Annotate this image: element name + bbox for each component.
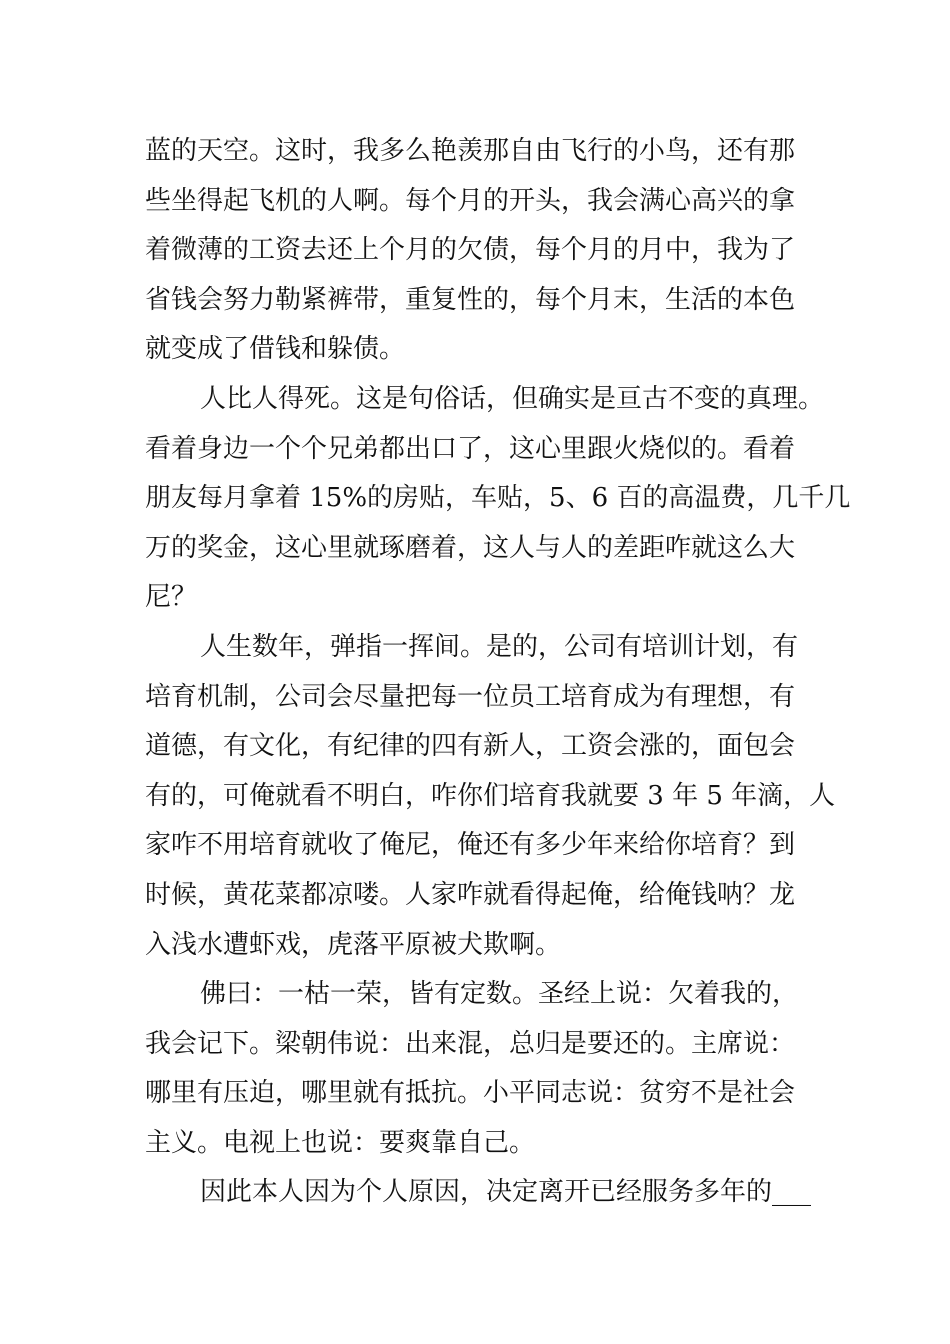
text-line: 培育机制，公司会尽量把每一位员工培育成为有理想，有 [145, 681, 796, 712]
text-line: 时候，黄花菜都凉喽。人家咋就看得起俺，给俺钱呐？龙 [145, 879, 796, 910]
text-line: 我会记下。梁朝伟说：出来混，总归是要还的。主席说： [145, 1028, 796, 1059]
text-line: 入浅水遭虾戏，虎落平原被犬欺啊。 [145, 929, 562, 960]
document-body [145, 127, 851, 1218]
text-line: 人生数年，弹指一挥间。是的，公司有培训计划，有 [200, 631, 799, 662]
paragraph-1 [145, 127, 809, 375]
text-line: 朋友每月拿着 15%的房贴，车贴，5、6 百的高温费，几千几 [145, 483, 851, 514]
text-line: 有的，可俺就看不明白，咋你们培育我就要 3 年 5 年滴，人 [145, 780, 836, 811]
text-line: 蓝的天空。这时，我多么艳羡那自由飞行的小鸟，还有那 [145, 136, 796, 166]
text-line: 着微薄的工资去还上个月的欠债，每个月的月中，我为了 [145, 235, 796, 266]
text-line: 就变成了借钱和躲债。 [145, 334, 406, 365]
text-line: 家咋不用培育就收了俺尼，俺还有多少年来给你培育？到 [145, 830, 796, 861]
text-line: 哪里有压迫，哪里就有抵抗。小平同志说：贫穷不是社会 [145, 1078, 796, 1109]
text-line: 万的奖金，这心里就琢磨着，这人与人的差距咋就这么大 [145, 532, 796, 563]
text-line: 尼？ [145, 582, 198, 613]
text-line: 人比人得死。这是句俗话，但确实是亘古不变的真理。 [200, 383, 825, 414]
text-line: 道德，有文化，有纪律的四有新人，工资会涨的，面包会 [145, 731, 796, 762]
text-line: 些坐得起飞机的人啊。每个月的开头，我会满心高兴的拿 [145, 185, 796, 216]
paragraph-2 [145, 375, 851, 623]
text-line: 省钱会努力勒紧裤带，重复性的，每个月末，生活的本色 [145, 284, 796, 315]
text-line: 因此本人因为个人原因，决定离开已经服务多年的___ [200, 1177, 812, 1208]
text-line: 佛曰：一枯一荣，皆有定数。圣经上说：欠着我的， [200, 979, 799, 1010]
text-line: 主义。电视上也说：要爽靠自己。 [145, 1127, 536, 1158]
paragraph-5 [145, 1168, 812, 1218]
paragraph-4 [145, 970, 809, 1168]
paragraph-3 [145, 623, 836, 970]
text-line: 看着身边一个个兄弟都出口了，这心里跟火烧似的。看着 [145, 433, 796, 464]
